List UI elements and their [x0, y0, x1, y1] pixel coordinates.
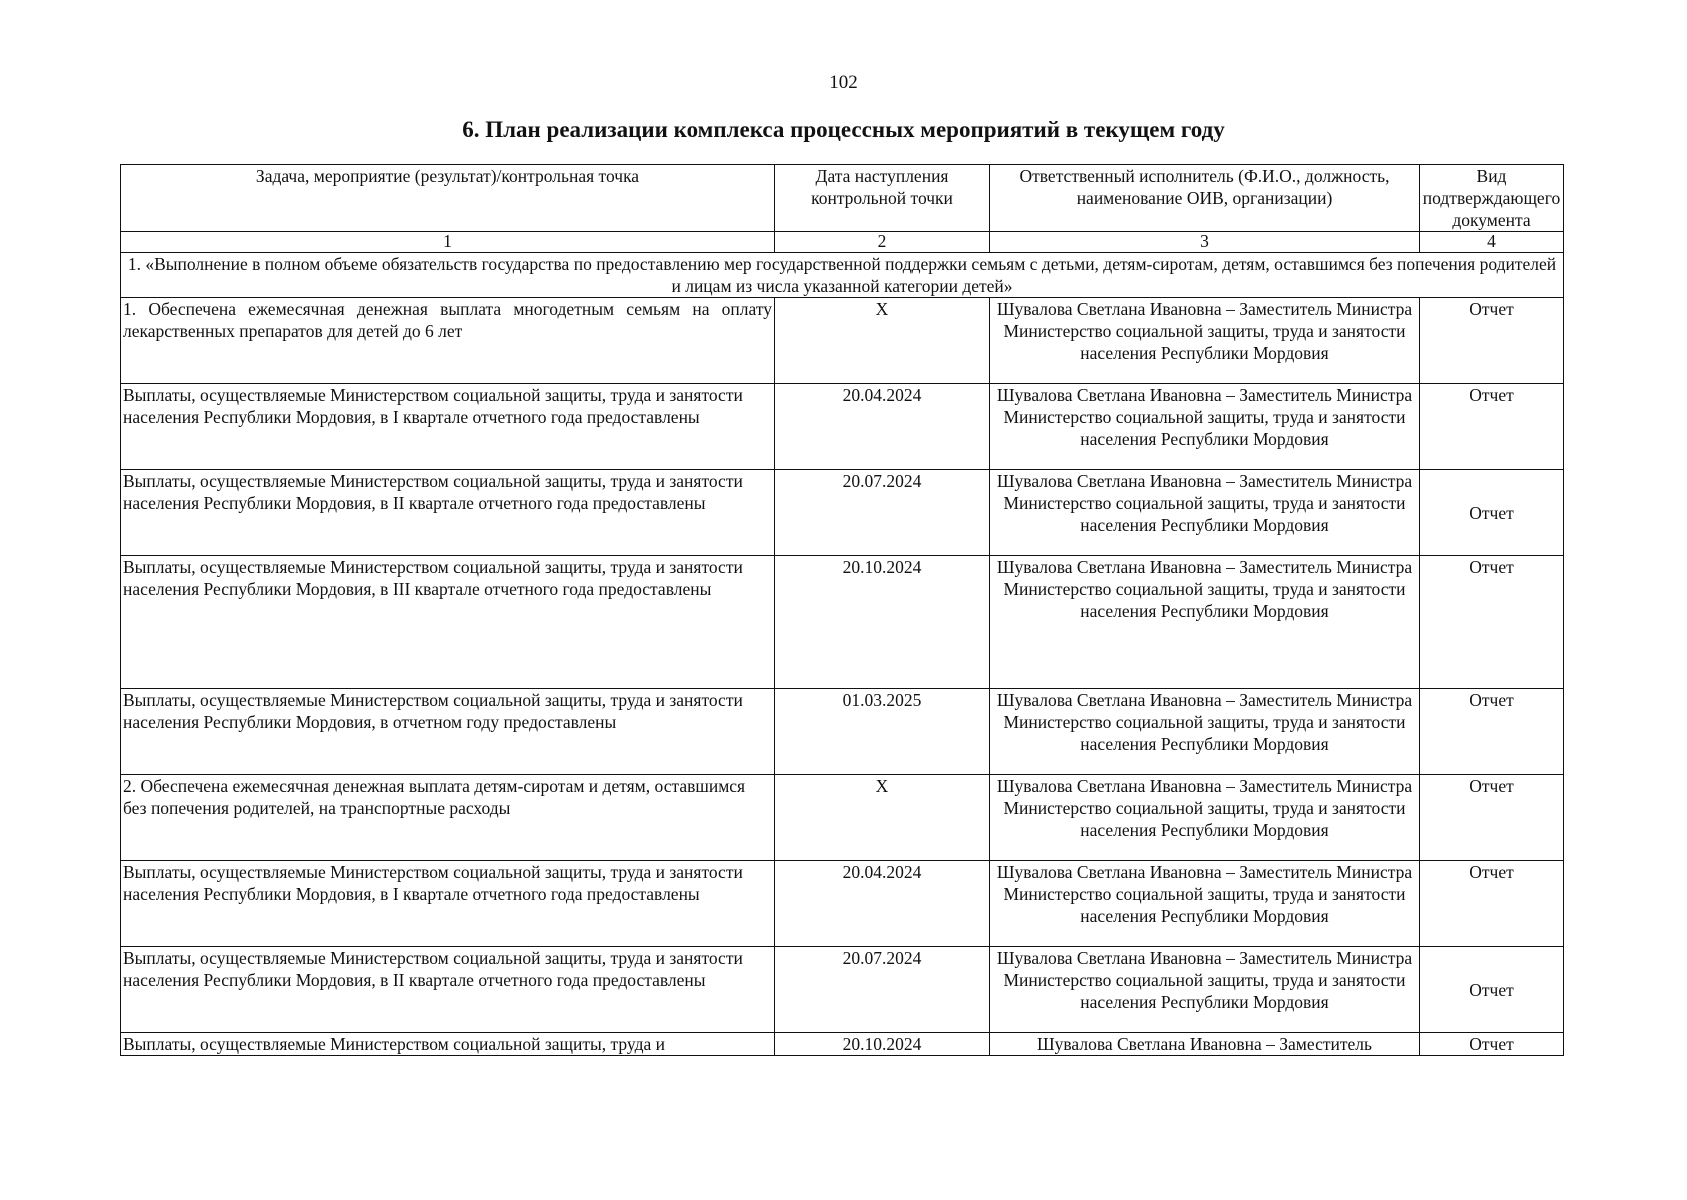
header-responsible: Ответственный исполнитель (Ф.И.О., должность, наименование ОИВ, организации)	[990, 165, 1420, 232]
table-row	[121, 775, 1564, 861]
task-cell: Выплаты, осуществляемые Министерством социальной защиты, труда и	[121, 1033, 775, 1056]
section-heading: 1. «Выполнение в полном объеме обязательств государства по предоставлению мер государственной поддержки семьям с детьми, детям-сиротам, детям, оставшимся без попечения родителей и лицам из числа указанной категории детей»	[121, 253, 1564, 298]
page-title: 6. План реализации комплекса процессных мероприятий в текущем году	[462, 117, 1225, 142]
document-cell: Отчет	[1420, 470, 1564, 556]
document-cell: Отчет	[1420, 1033, 1564, 1056]
header-document: Вид подтверждающего документа	[1420, 165, 1564, 232]
table-row	[121, 556, 1564, 689]
table-row	[121, 298, 1564, 384]
header-date: Дата наступления контрольной точки	[775, 165, 990, 232]
date-cell: X	[775, 775, 990, 861]
task-cell: Выплаты, осуществляемые Министерством социальной защиты, труда и занятости населения Республики Мордовия, в II квартале отчетного года предоставлены	[121, 470, 775, 556]
task-cell: Выплаты, осуществляемые Министерством социальной защиты, труда и занятости населения Республики Мордовия, в II квартале отчетного года предоставлены	[121, 947, 775, 1033]
task-cell: Выплаты, осуществляемые Министерством социальной защиты, труда и занятости населения Республики Мордовия, в I квартале отчетного года предоставлены	[121, 384, 775, 470]
date-cell: 20.04.2024	[775, 861, 990, 947]
date-cell: X	[775, 298, 990, 384]
column-number: 1	[121, 232, 775, 253]
column-number: 3	[990, 232, 1420, 253]
table-header-row	[121, 165, 1564, 232]
document-cell: Отчет	[1420, 947, 1564, 1033]
column-number: 2	[775, 232, 990, 253]
document-cell: Отчет	[1420, 556, 1564, 689]
task-cell: Выплаты, осуществляемые Министерством социальной защиты, труда и занятости населения Республики Мордовия, в III квартале отчетного года предоставлены	[121, 556, 775, 689]
document-cell: Отчет	[1420, 689, 1564, 775]
table-row	[121, 384, 1564, 470]
document-cell: Отчет	[1420, 861, 1564, 947]
table-row	[121, 470, 1564, 556]
date-cell: 20.04.2024	[775, 384, 990, 470]
header-task: Задача, мероприятие (результат)/контрольная точка	[121, 165, 775, 232]
document-cell: Отчет	[1420, 775, 1564, 861]
section-row	[121, 253, 1564, 298]
responsible-cell: Шувалова Светлана Ивановна – Заместитель Министра Министерство социальной защиты, труда и занятости населения Республики Мордовия	[990, 775, 1420, 861]
date-cell: 01.03.2025	[775, 689, 990, 775]
responsible-cell: Шувалова Светлана Ивановна – Заместитель Министра Министерство социальной защиты, труда и занятости населения Республики Мордовия	[990, 384, 1420, 470]
column-number-row	[121, 232, 1564, 253]
task-cell: 1. Обеспечена ежемесячная денежная выплата многодетным семьям на оплату лекарственных препаратов для детей до 6 лет	[121, 298, 775, 384]
table-row	[121, 947, 1564, 1033]
table-row	[121, 1033, 1564, 1056]
plan-table	[120, 164, 1564, 1056]
page-number: 102	[829, 72, 858, 93]
task-cell: Выплаты, осуществляемые Министерством социальной защиты, труда и занятости населения Республики Мордовия, в отчетном году предоставлены	[121, 689, 775, 775]
task-cell: 2. Обеспечена ежемесячная денежная выплата детям-сиротам и детям, оставшимся без попечения родителей, на транспортные расходы	[121, 775, 775, 861]
responsible-cell: Шувалова Светлана Ивановна – Заместитель Министра Министерство социальной защиты, труда и занятости населения Республики Мордовия	[990, 556, 1420, 689]
document-cell: Отчет	[1420, 384, 1564, 470]
responsible-cell: Шувалова Светлана Ивановна – Заместитель Министра Министерство социальной защиты, труда и занятости населения Республики Мордовия	[990, 298, 1420, 384]
date-cell: 20.10.2024	[775, 556, 990, 689]
date-cell: 20.10.2024	[775, 1033, 990, 1056]
responsible-cell: Шувалова Светлана Ивановна – Заместитель Министра Министерство социальной защиты, труда и занятости населения Республики Мордовия	[990, 689, 1420, 775]
task-cell: Выплаты, осуществляемые Министерством социальной защиты, труда и занятости населения Республики Мордовия, в I квартале отчетного года предоставлены	[121, 861, 775, 947]
responsible-cell: Шувалова Светлана Ивановна – Заместитель Министра Министерство социальной защиты, труда и занятости населения Республики Мордовия	[990, 470, 1420, 556]
date-cell: 20.07.2024	[775, 470, 990, 556]
responsible-cell: Шувалова Светлана Ивановна – Заместитель Министра Министерство социальной защиты, труда и занятости населения Республики Мордовия	[990, 861, 1420, 947]
column-number: 4	[1420, 232, 1564, 253]
table-row	[121, 861, 1564, 947]
responsible-cell: Шувалова Светлана Ивановна – Заместитель	[990, 1033, 1420, 1056]
table-row	[121, 689, 1564, 775]
responsible-cell: Шувалова Светлана Ивановна – Заместитель Министра Министерство социальной защиты, труда и занятости населения Республики Мордовия	[990, 947, 1420, 1033]
date-cell: 20.07.2024	[775, 947, 990, 1033]
document-cell: Отчет	[1420, 298, 1564, 384]
